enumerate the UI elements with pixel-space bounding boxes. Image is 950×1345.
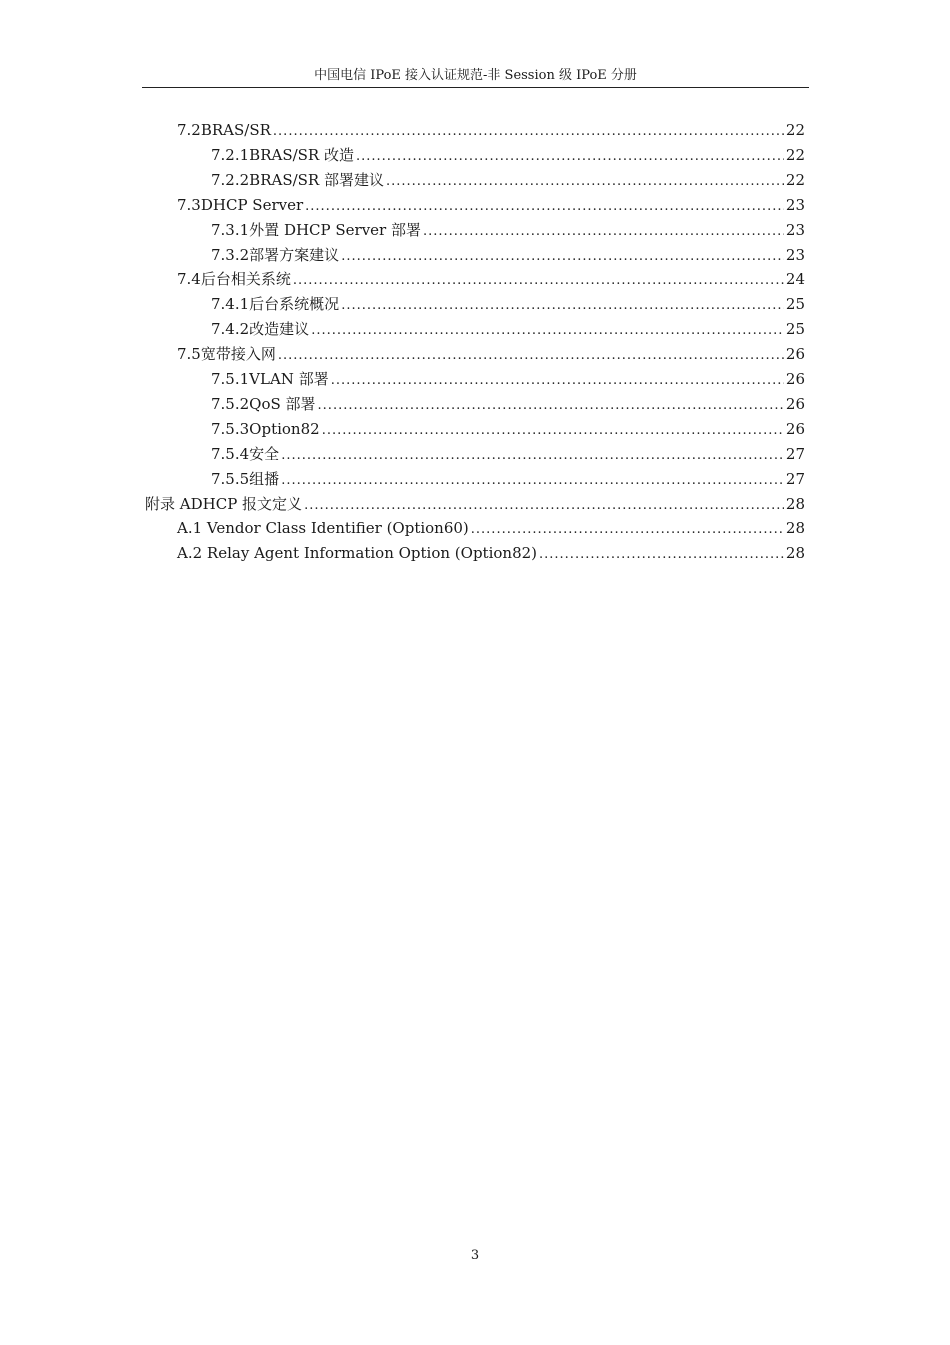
toc-dot-leader bbox=[341, 295, 784, 317]
toc-entry-page: 26 bbox=[785, 370, 805, 388]
toc-entry-title: VLAN 部署 bbox=[249, 370, 329, 388]
toc-entry-number: 7.5 bbox=[177, 345, 201, 364]
toc-dot-leader bbox=[322, 420, 784, 442]
toc-entry-title: 后台系统概况 bbox=[249, 295, 340, 314]
toc-entry[interactable] bbox=[177, 542, 805, 564]
page-number: 3 bbox=[470, 1248, 480, 1263]
toc-entry[interactable] bbox=[211, 468, 805, 490]
toc-entry-number: 7.5.5 bbox=[211, 469, 250, 488]
toc-dot-leader bbox=[293, 270, 784, 292]
toc-entry-page: 26 bbox=[785, 345, 805, 364]
toc-entry-number: 7.5.2 bbox=[211, 394, 250, 413]
toc-entry-number: 7.3.1 bbox=[211, 220, 250, 239]
toc-entry[interactable] bbox=[211, 393, 805, 415]
toc-dot-leader bbox=[356, 146, 784, 168]
toc-entry-title: Option82 bbox=[249, 419, 320, 438]
toc-entry-number: 附录 A bbox=[145, 494, 191, 513]
toc-entry-number: 7.2 bbox=[177, 121, 201, 139]
toc-entry-page: 22 bbox=[785, 170, 805, 189]
toc-entry-title: DHCP 报文定义 bbox=[190, 494, 303, 513]
toc-entry-title: 宽带接入网 bbox=[200, 345, 276, 364]
toc-dot-leader bbox=[273, 121, 784, 143]
toc-dot-leader bbox=[281, 470, 784, 492]
toc-dot-leader bbox=[304, 495, 784, 517]
toc-entry-page: 28 bbox=[785, 494, 805, 513]
toc-entry-page: 26 bbox=[785, 419, 805, 438]
toc-entry-page: 22 bbox=[785, 145, 805, 164]
toc-entry-title: BRAS/SR 部署建议 bbox=[249, 170, 384, 189]
running-header: 中国电信 IPoE 接入认证规范-非 Session 级 IPoE 分册 bbox=[142, 67, 809, 88]
toc-entry-number: 7.4.1 bbox=[211, 295, 250, 314]
toc-dot-leader bbox=[311, 320, 784, 342]
toc-entry-page: 27 bbox=[785, 469, 805, 488]
toc-entry-number: 7.4 bbox=[177, 270, 201, 289]
toc-entry[interactable] bbox=[211, 368, 805, 390]
toc-entry-page: 27 bbox=[785, 444, 805, 463]
toc-entry[interactable] bbox=[211, 169, 805, 191]
toc-entry-title: 外置 DHCP Server 部署 bbox=[249, 220, 421, 239]
toc-entry-page: 23 bbox=[785, 195, 805, 214]
toc-entry-title: BRAS/SR 改造 bbox=[249, 145, 354, 164]
toc-entry[interactable] bbox=[211, 318, 805, 340]
toc-entry-number: 7.5.4 bbox=[211, 444, 250, 463]
toc-dot-leader bbox=[318, 395, 784, 417]
toc-entry[interactable] bbox=[211, 293, 805, 315]
toc-entry-number: 7.3 bbox=[177, 195, 201, 214]
toc-entry-page: 25 bbox=[785, 320, 805, 339]
toc-entry[interactable] bbox=[177, 517, 805, 539]
toc-dot-leader bbox=[539, 544, 784, 566]
toc-dot-leader bbox=[386, 171, 784, 193]
toc-entry-page: 24 bbox=[785, 270, 805, 289]
toc-entry-page: 23 bbox=[785, 245, 805, 264]
toc-entry-number: 7.5.3 bbox=[211, 419, 250, 438]
toc-entry-number: 7.2.1 bbox=[211, 145, 250, 164]
toc-entry[interactable] bbox=[177, 119, 805, 141]
toc-entry-page: 25 bbox=[785, 295, 805, 314]
toc-dot-leader bbox=[331, 370, 784, 392]
toc-entry-title: A.1 Vendor Class Identifier (Option60) bbox=[177, 519, 469, 538]
toc-entry-title: A.2 Relay Agent Information Option (Option82) bbox=[177, 544, 538, 563]
toc-dot-leader bbox=[281, 445, 784, 467]
toc-entry[interactable] bbox=[177, 268, 805, 290]
toc-entry-title: 部署方案建议 bbox=[249, 245, 340, 264]
toc-dot-leader bbox=[278, 345, 784, 367]
toc-dot-leader bbox=[423, 221, 784, 243]
toc-entry-number: 7.5.1 bbox=[211, 370, 250, 388]
toc-entry-number: 7.2.2 bbox=[211, 170, 250, 189]
toc-entry[interactable] bbox=[145, 493, 805, 515]
toc-entry-title: DHCP Server bbox=[200, 195, 304, 214]
toc-entry[interactable] bbox=[177, 343, 805, 365]
toc-entry-title: 改造建议 bbox=[249, 320, 310, 339]
toc-entry[interactable] bbox=[211, 443, 805, 465]
toc-entry-page: 23 bbox=[785, 220, 805, 239]
toc-dot-leader bbox=[341, 246, 784, 268]
toc-entry-page: 22 bbox=[785, 121, 805, 139]
toc-entry-title: QoS 部署 bbox=[249, 394, 316, 413]
toc-entry-page: 28 bbox=[785, 519, 805, 538]
toc-entry-page: 26 bbox=[785, 394, 805, 413]
toc-entry-title: 组播 bbox=[249, 469, 280, 488]
toc-entry-title: 后台相关系统 bbox=[200, 270, 291, 289]
toc-entry[interactable] bbox=[177, 194, 805, 216]
toc-entry-title: 安全 bbox=[249, 444, 280, 463]
toc-entry[interactable] bbox=[211, 144, 805, 166]
toc-entry[interactable] bbox=[211, 418, 805, 440]
toc-dot-leader bbox=[305, 196, 784, 218]
toc-entry-number: 7.3.2 bbox=[211, 245, 250, 264]
toc-entry[interactable] bbox=[211, 219, 805, 241]
toc-entry-page: 28 bbox=[785, 544, 805, 563]
toc-entry-number: 7.4.2 bbox=[211, 320, 250, 339]
toc-dot-leader bbox=[471, 519, 784, 541]
toc-entry-title: BRAS/SR bbox=[200, 121, 271, 139]
toc-entry[interactable] bbox=[211, 244, 805, 266]
